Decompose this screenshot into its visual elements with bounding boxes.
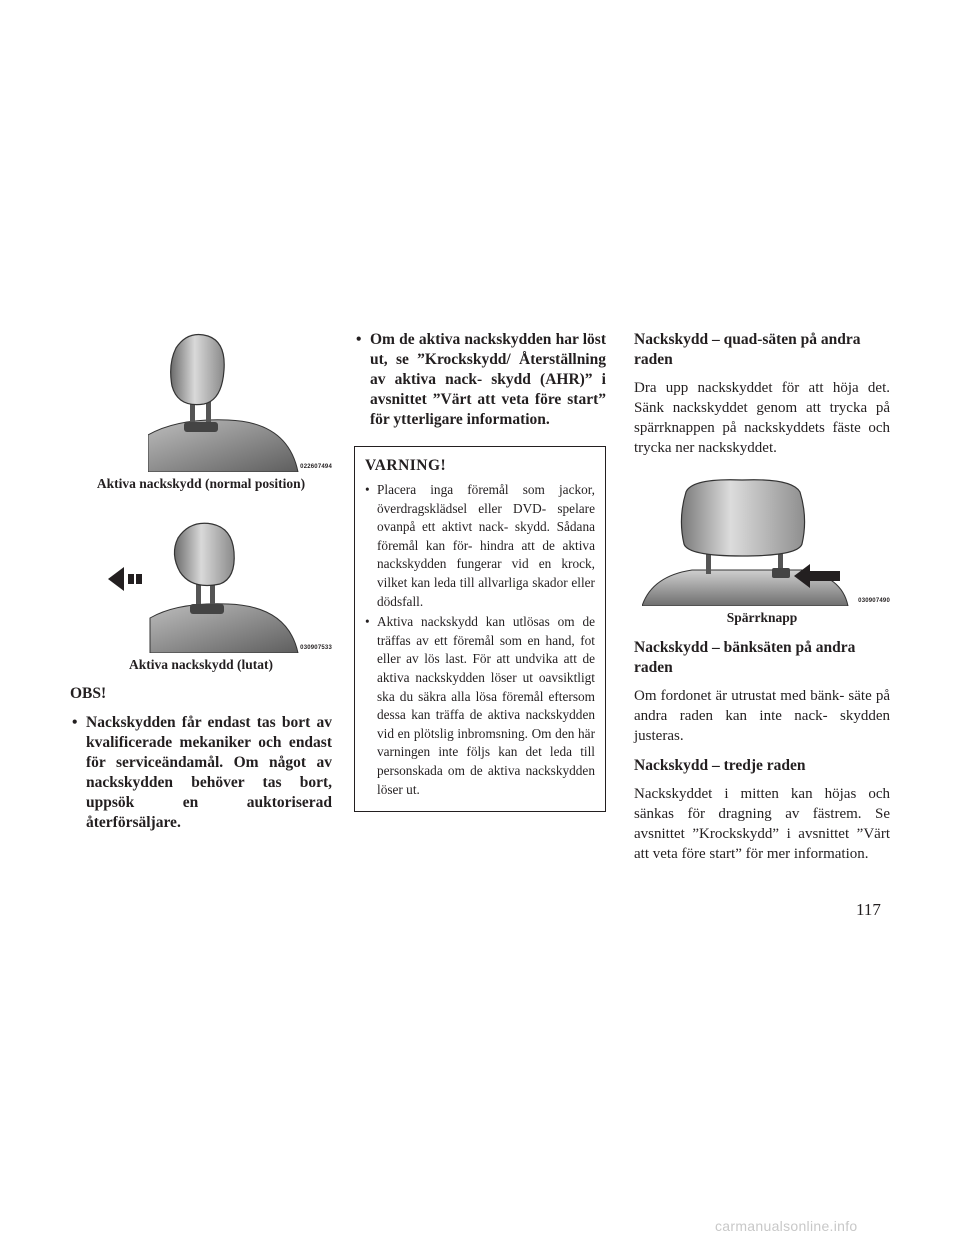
section-heading: Nackskydd – bänksäten på andra raden [634,639,856,676]
arrow-left-icon [108,567,142,591]
warning-list [365,481,595,799]
section-text: Om fordonet är utrustat med bänk- säte på andra raden kan inte nack- skydden justeras. [634,688,890,744]
section-heading: Nackskydd – quad-säten på andra raden [634,331,861,368]
obs-bullet: • Nackskydden får endast tas bort av kvalificerade mekaniker och endast för serviceändamål. Om något av nackskydden behöver tas bort, uppsök en auktoriserad återförsäljare. [70,713,332,833]
ahr-reference-bullet: • Om de aktiva nackskydden har löst ut, se ”Krockskydd/ Återställning av aktiva nack- skydd (AHR)” i avsnittet ”Värt att veta före start” för ytterligare information. [354,330,606,430]
section-text: Dra upp nackskyddet för att höja det. Sänk nackskyddet genom att trycka på spärrknappen på nackskyddets fäste och trycka ner nackskyddet. [634,380,890,456]
obs-heading: OBS! [70,685,107,702]
figure-caption: Aktiva nackskydd (normal position) [96,476,306,491]
site-watermark: carmanualsonline.info [715,1218,858,1234]
left-column [70,330,332,833]
headrest-normal-illustration [148,330,318,472]
figure-caption: Spärrknapp [726,610,798,625]
page-number: 117 [856,900,881,919]
figure-code: 030907533 [300,645,332,651]
headrest-tilted-illustration [108,518,318,653]
warning-item: • Aktiva nackskydd kan utlösas om de träffas av ett föremål som en hand, fot eller av lös last. För att undvika att de aktiva nackskydden löser ut oavsiktligt ska du säkra alla lösa föremål eftersom dessa kan träffa de aktiva nackskydden vid en plötslig inbromsning. Om den här varningen inte följs kan det leda till personskada om de aktiva nackskydden löser ut. [365,613,595,799]
figure-latch-button [634,478,890,606]
figure-headrest-normal [70,330,332,472]
right-column [634,330,890,874]
warning-item: • Placera inga föremål som jackor, överdragsklädsel eller DVD- spelare ovanpå ett aktivt nack- skydd. Sådana föremål kan för- hindra att de aktiva nackskydden fungerar vid en krock, vilket kan leda till allvarliga skador eller dödsfall. [365,481,595,611]
figure-code: 030907490 [858,598,890,604]
figure-headrest-tilted [70,518,332,653]
section-text: Nackskyddet i mitten kan höjas och sänkas för dragning av fästrem. Se avsnittet ”Krockskydd” i avsnittet ”Värt att veta före start” för mer information. [634,786,890,862]
warning-title: VARNING! [365,457,447,474]
middle-column [354,330,606,812]
figure-caption: Aktiva nackskydd (lutat) [128,657,274,672]
headrest-latch-illustration [642,478,852,606]
figure-code: 022607494 [300,464,332,470]
warning-box [354,446,606,812]
section-heading: Nackskydd – tredje raden [634,757,806,774]
